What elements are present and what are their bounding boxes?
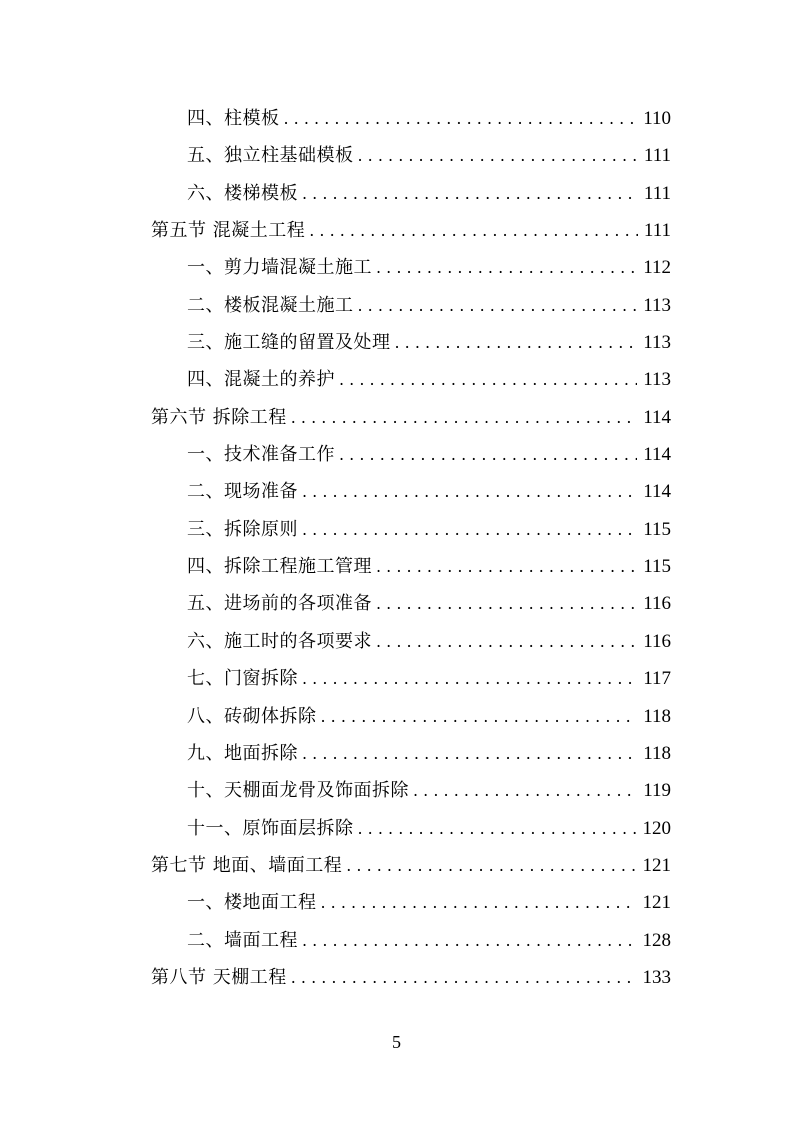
toc-entry-line [187, 443, 671, 467]
toc-entry[interactable] [0, 811, 793, 848]
toc-dot-leader [284, 107, 638, 131]
toc-dot-leader [321, 891, 637, 915]
toc-entry-label: 十、天棚面龙骨及饰面拆除 [187, 780, 409, 802]
toc-entry[interactable] [0, 325, 793, 362]
toc-entry-page-number: 113 [643, 332, 671, 354]
toc-entry-page-number: 116 [643, 630, 671, 652]
toc-entry-page-number: 121 [642, 892, 671, 914]
toc-entry-line [187, 107, 671, 131]
toc-entry-line [187, 742, 671, 766]
toc-entry-page-number: 118 [643, 742, 671, 764]
toc-entry-line [187, 294, 671, 318]
toc-entry-line [187, 368, 671, 392]
toc-entry-label: 四、混凝土的养护 [187, 369, 335, 391]
toc-entry-line [187, 630, 671, 654]
toc-entry-page-number: 111 [643, 220, 671, 242]
toc-entry-label: 二、现场准备 [187, 481, 298, 503]
toc-dot-leader [413, 779, 637, 803]
toc-entry-label: 第六节 拆除工程 [151, 406, 287, 428]
toc-entry-page-number: 133 [642, 966, 671, 988]
toc-entry[interactable] [0, 288, 793, 325]
toc-entry-label: 二、楼板混凝土施工 [187, 294, 354, 316]
toc-entry-page-number: 114 [643, 406, 671, 428]
toc-entry-line [187, 480, 671, 504]
toc-entry-line [187, 182, 671, 206]
toc-entry-label: 一、技术准备工作 [187, 444, 335, 466]
toc-dot-leader [358, 294, 638, 318]
toc-entry[interactable] [0, 960, 793, 997]
toc-dot-leader [376, 592, 637, 616]
toc-entry-label: 第八节 天棚工程 [151, 966, 287, 988]
toc-dot-leader [358, 144, 638, 168]
toc-entry-label: 六、施工时的各项要求 [187, 630, 372, 652]
toc-entry[interactable] [0, 138, 793, 175]
page-number: 5 [392, 1032, 401, 1052]
toc-entry-line [187, 817, 671, 841]
toc-entry-page-number: 128 [642, 929, 671, 951]
toc-entry-label: 五、进场前的各项准备 [187, 593, 372, 615]
toc-dot-leader [346, 854, 636, 878]
toc-dot-leader [395, 331, 638, 355]
toc-entry-label: 九、地面拆除 [187, 742, 298, 764]
toc-entry[interactable] [0, 437, 793, 474]
toc-dot-leader [358, 817, 637, 841]
toc-entry-page-number: 112 [643, 257, 671, 279]
toc-entry[interactable] [0, 474, 793, 511]
toc-entry-page-number: 120 [642, 817, 671, 839]
toc-entry-line [187, 144, 671, 168]
toc-entry-line [187, 518, 671, 542]
table-of-contents [0, 101, 793, 997]
toc-entry-page-number: 119 [643, 780, 671, 802]
toc-entry[interactable] [0, 512, 793, 549]
toc-entry-label: 八、砖砌体拆除 [187, 705, 317, 727]
toc-dot-leader [376, 630, 637, 654]
toc-dot-leader [376, 256, 637, 280]
toc-entry-label: 第七节 地面、墙面工程 [151, 854, 343, 876]
toc-dot-leader [302, 480, 637, 504]
toc-entry[interactable] [0, 624, 793, 661]
toc-dot-leader [291, 966, 637, 990]
toc-entry-label: 三、拆除原则 [187, 518, 298, 540]
toc-entry-page-number: 115 [643, 556, 671, 578]
toc-entry-label: 四、拆除工程施工管理 [187, 556, 372, 578]
toc-dot-leader [302, 182, 638, 206]
toc-entry-line [151, 966, 671, 990]
toc-entry-label: 十一、原饰面层拆除 [187, 817, 354, 839]
toc-entry-label: 第五节 混凝土工程 [151, 220, 306, 242]
toc-entry-page-number: 110 [643, 108, 671, 129]
toc-entry-page-number: 116 [643, 593, 671, 615]
toc-entry-line [151, 406, 671, 430]
toc-entry-label: 一、剪力墙混凝土施工 [187, 257, 372, 279]
toc-entry[interactable] [0, 736, 793, 773]
toc-dot-leader [302, 667, 637, 691]
toc-entry-line [187, 592, 671, 616]
toc-entry[interactable] [0, 661, 793, 698]
toc-entry-line [187, 779, 671, 803]
toc-entry-page-number: 114 [643, 444, 671, 466]
toc-dot-leader [321, 705, 638, 729]
toc-entry-page-number: 121 [642, 854, 671, 876]
toc-entry-line [151, 219, 671, 243]
toc-dot-leader [291, 406, 637, 430]
toc-entry[interactable] [0, 699, 793, 736]
toc-entry[interactable] [0, 213, 793, 250]
toc-entry-label: 三、施工缝的留置及处理 [187, 332, 391, 354]
toc-entry-page-number: 113 [643, 369, 671, 391]
toc-entry-page-number: 113 [643, 294, 671, 316]
toc-entry-label: 六、楼梯模板 [187, 182, 298, 204]
toc-entry[interactable] [0, 848, 793, 885]
toc-entry-line [187, 331, 671, 355]
toc-entry-line [187, 929, 671, 953]
toc-entry-label: 二、墙面工程 [187, 929, 298, 951]
toc-entry-page-number: 111 [643, 182, 671, 204]
toc-entry[interactable] [0, 362, 793, 399]
toc-entry-label: 七、门窗拆除 [187, 668, 298, 690]
toc-entry-line [187, 555, 671, 579]
toc-entry[interactable] [0, 250, 793, 287]
toc-dot-leader [339, 443, 637, 467]
toc-entry-label: 一、楼地面工程 [187, 892, 317, 914]
toc-entry[interactable] [0, 885, 793, 922]
toc-dot-leader [302, 742, 637, 766]
toc-entry-line [151, 854, 671, 878]
toc-entry[interactable] [0, 101, 793, 138]
toc-entry-line [187, 705, 671, 729]
toc-entry-line [187, 891, 671, 915]
toc-entry[interactable] [0, 549, 793, 586]
toc-dot-leader [309, 219, 638, 243]
toc-dot-leader [302, 929, 637, 953]
toc-entry-line [187, 667, 671, 691]
toc-entry-page-number: 114 [643, 481, 671, 503]
toc-entry[interactable] [0, 773, 793, 810]
toc-entry[interactable] [0, 400, 793, 437]
toc-entry-page-number: 111 [643, 145, 671, 167]
toc-entry[interactable] [0, 176, 793, 213]
toc-entry-page-number: 115 [643, 518, 671, 540]
toc-entry-label: 五、独立柱基础模板 [187, 145, 354, 167]
toc-entry-page-number: 117 [643, 668, 671, 690]
toc-entry-label: 四、柱模板 [187, 108, 280, 129]
toc-entry-line [187, 256, 671, 280]
toc-entry-page-number: 118 [643, 705, 671, 727]
toc-entry[interactable] [0, 923, 793, 960]
toc-entry[interactable] [0, 586, 793, 623]
toc-dot-leader [376, 555, 637, 579]
toc-dot-leader [339, 368, 637, 392]
toc-dot-leader [302, 518, 637, 542]
